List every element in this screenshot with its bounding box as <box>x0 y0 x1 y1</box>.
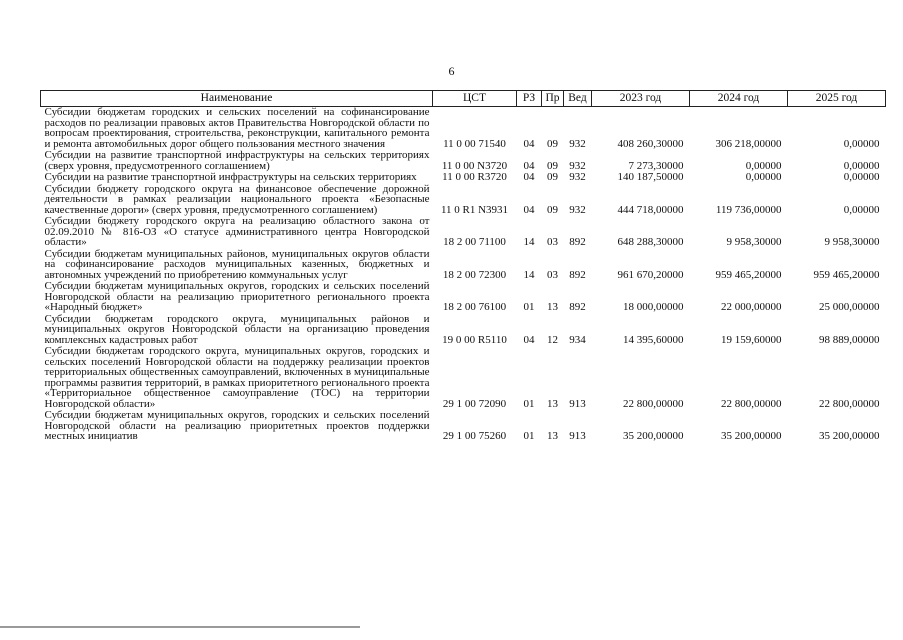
row-rz: 04 <box>523 137 535 150</box>
row-2023: 648 288,30000 <box>617 236 684 248</box>
row-name: Субсидии бюджетам городского округа, муниципальных районов и муниципальных округов Новгородской области на организацию проведения комплексных кадастровых работ <box>44 312 430 346</box>
row-cst: 11 0 00 R3720 <box>442 171 507 183</box>
row-rz: 04 <box>523 203 535 216</box>
row-2024: 19 159,60000 <box>721 333 782 346</box>
row-ved: 932 <box>569 171 586 183</box>
column-header-name: Наименование <box>41 91 433 107</box>
row-2025: 959 465,20000 <box>813 268 880 281</box>
row-rz: 01 <box>523 301 535 313</box>
table-row <box>41 346 886 410</box>
row-pr: 09 <box>547 171 558 183</box>
row-2025: 0,00000 <box>843 159 880 172</box>
column-header-2025: 2025 год <box>788 91 886 107</box>
table-row <box>41 107 886 151</box>
table-row <box>41 410 886 443</box>
row-rz: 14 <box>523 236 535 248</box>
row-name: Субсидии бюджетам муниципальных округов, городских и сельских поселений Новгородской области на реализацию приоритетного регионального проекта «Народный бюджет» <box>44 280 430 313</box>
page-number: 6 <box>448 64 455 78</box>
row-name: Субсидии бюджету городского округа на финансовое обеспечение дорожной деятельности в рамках реализации национального проекта «Безопасные качественные дороги» (сверх уровня, предусмотренного соглашением) <box>44 182 430 216</box>
row-cst: 18 2 00 76100 <box>442 301 507 313</box>
row-rz: 14 <box>523 268 535 281</box>
table-row <box>41 150 886 172</box>
row-2024: 35 200,00000 <box>721 430 782 442</box>
row-2025: 25 000,00000 <box>819 301 880 313</box>
row-2024: 22 000,00000 <box>721 301 782 313</box>
table-row <box>41 216 886 249</box>
row-cst: 11 0 R1 N3931 <box>440 203 509 216</box>
row-pr: 13 <box>547 430 558 442</box>
row-cst: 29 1 00 72090 <box>442 397 507 410</box>
column-header-2023: 2023 год <box>592 91 690 107</box>
row-name: Субсидии бюджету городского округа на реализацию областного закона от 02.09.2010 № 816-ОЗ «О статусе административного центра Новгородской области» <box>44 215 430 248</box>
row-pr: 09 <box>547 203 558 216</box>
row-rz: 01 <box>523 430 535 442</box>
row-ved: 932 <box>569 203 586 216</box>
row-2024: 959 465,20000 <box>715 268 782 281</box>
row-name: Субсидии бюджетам муниципальных районов, муниципальных округов области на софинансирование расходов муниципальных казенных, бюджетных и автономных учреждений по приобретению коммунальных услуг <box>44 247 430 281</box>
row-2023: 35 200,00000 <box>623 430 684 442</box>
row-ved: 932 <box>569 159 586 172</box>
row-ved: 892 <box>569 268 586 281</box>
column-header-ved: Вед <box>564 91 592 107</box>
row-ved: 913 <box>569 397 586 410</box>
column-header-rz: РЗ <box>517 91 542 107</box>
row-pr: 09 <box>547 159 558 172</box>
row-2024: 0,00000 <box>745 171 782 183</box>
row-pr: 13 <box>547 397 558 410</box>
row-2023: 22 800,00000 <box>623 397 684 410</box>
row-2023: 444 718,00000 <box>617 203 684 216</box>
row-ved: 934 <box>569 333 586 346</box>
row-cst: 11 0 00 71540 <box>443 137 506 150</box>
row-2025: 0,00000 <box>843 171 880 183</box>
row-2025: 35 200,00000 <box>819 430 880 442</box>
budget-table <box>40 90 886 443</box>
row-name: Субсидии на развитие транспортной инфраструктуры на сельских территориях (сверх уровня, предусмотренного соглашением) <box>44 149 430 172</box>
table-row <box>41 281 886 314</box>
row-rz: 04 <box>523 159 535 172</box>
row-name: Субсидии бюджетам городского округа, муниципальных округов, городских и сельских поселений Новгородской области на поддержку реализации проектов территориальных общественных самоуправлений, включенных в муниципальные программы развития территорий, в рамках приоритетного регионального проекта «Территориальное общественное самоуправление (ТОС) на территории Новгородской области» <box>44 345 430 410</box>
row-2025: 9 958,30000 <box>824 236 880 248</box>
table-row <box>41 184 886 217</box>
row-ved: 892 <box>569 301 586 313</box>
row-2024: 9 958,30000 <box>726 236 782 248</box>
row-2025: 98 889,00000 <box>819 333 880 346</box>
row-cst: 29 1 00 75260 <box>442 430 507 442</box>
row-2023: 140 187,50000 <box>617 171 684 183</box>
row-pr: 03 <box>547 236 558 248</box>
table-row <box>41 249 886 282</box>
row-pr: 13 <box>547 301 558 313</box>
row-2023: 18 000,00000 <box>623 301 684 313</box>
row-2024: 119 736,00000 <box>715 203 782 216</box>
column-header-pr: Пр <box>542 91 564 107</box>
row-cst: 19 0 00 R5110 <box>442 333 507 346</box>
scan-edge-line <box>0 626 360 628</box>
row-2023: 14 395,60000 <box>623 333 684 346</box>
row-ved: 932 <box>569 137 586 150</box>
row-rz: 01 <box>523 397 535 410</box>
row-name: Субсидии на развитие транспортной инфраструктуры на сельских территориях <box>44 171 417 183</box>
row-pr: 12 <box>547 333 558 346</box>
row-rz: 04 <box>523 333 535 346</box>
row-2023: 7 273,30000 <box>628 159 684 172</box>
row-2025: 22 800,00000 <box>819 397 880 410</box>
row-rz: 04 <box>523 171 535 183</box>
row-cst: 18 2 00 72300 <box>442 268 507 281</box>
row-name: Субсидии бюджетам муниципальных округов, городских и сельских поселений Новгородской области на реализацию приоритетных проектов поддержки местных инициатив <box>44 409 430 442</box>
column-header-2024: 2024 год <box>690 91 788 107</box>
row-2025: 0,00000 <box>843 203 880 216</box>
row-ved: 913 <box>569 430 586 442</box>
table-row <box>41 172 886 184</box>
row-2024: 0,00000 <box>745 159 782 172</box>
row-pr: 09 <box>547 137 558 150</box>
row-2023: 408 260,30000 <box>617 137 684 150</box>
row-cst: 18 2 00 71100 <box>443 236 506 248</box>
column-header-cst: ЦСТ <box>433 91 517 107</box>
row-name: Субсидии бюджетам городских и сельских поселений на софинансирование расходов по реализации правовых актов Правительства Новгородской области по вопросам проектирования, строительства, реконструкции, капитального ремонта и ремонта автомобильных дорог общего пользования местного значения <box>44 106 430 150</box>
row-2024: 22 800,00000 <box>721 397 782 410</box>
row-2024: 306 218,00000 <box>715 137 782 150</box>
row-pr: 03 <box>547 268 558 281</box>
row-ved: 892 <box>569 236 586 248</box>
table-header-row <box>41 91 886 107</box>
row-cst: 11 0 00 N3720 <box>441 159 508 172</box>
table-row <box>41 314 886 347</box>
row-2025: 0,00000 <box>843 137 880 150</box>
row-2023: 961 670,20000 <box>617 268 684 281</box>
